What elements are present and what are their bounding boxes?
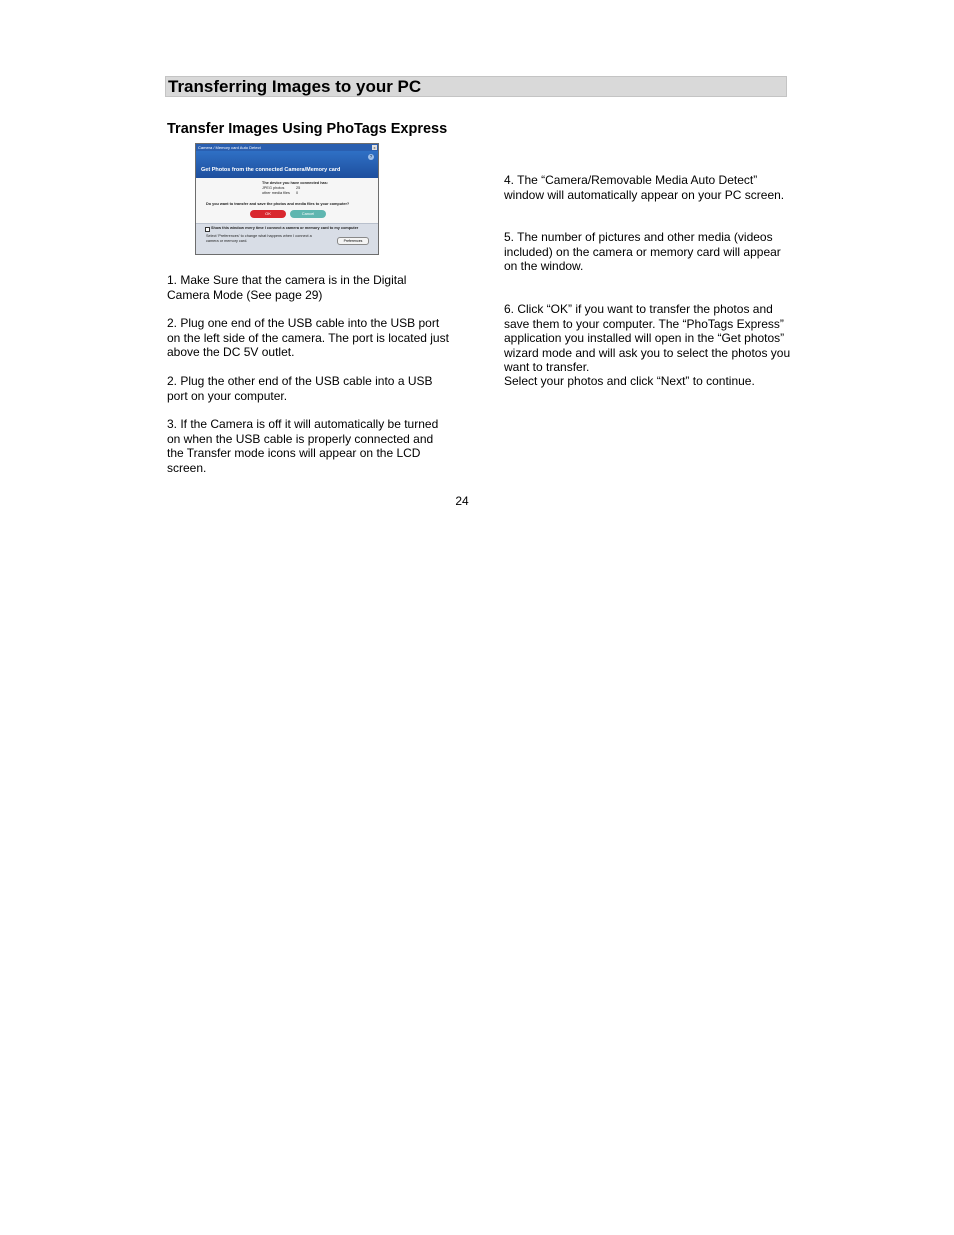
preferences-button: Preferences bbox=[337, 237, 369, 245]
ok-button: OK bbox=[250, 210, 286, 218]
prefs-hint-line1: Select 'Preferences' to change what happens when I connect a bbox=[206, 234, 312, 238]
step-3: 3. If the Camera is off it will automatically be turned on when the USB cable is properly connected and the Transfer mode icons will appear on the LCD screen. bbox=[167, 417, 439, 475]
step-5: 5. The number of pictures and other media (videos included) on the camera or memory card will appear on the window. bbox=[504, 230, 781, 273]
step-2b: 2. Plug the other end of the USB cable into a USB port on your computer. bbox=[167, 374, 433, 403]
help-icon: ? bbox=[369, 154, 373, 159]
window-title: Camera / Memory card Auto Detect bbox=[198, 145, 261, 150]
auto-detect-window-screenshot bbox=[195, 143, 379, 255]
other-count: 0 bbox=[296, 190, 299, 195]
step-1: 1. Make Sure that the camera is in the Digital Camera Mode (See page 29) bbox=[167, 273, 407, 302]
jpeg-count: 25 bbox=[296, 186, 301, 190]
cancel-button: Cancel bbox=[290, 210, 326, 218]
jpeg-label: JPEG photos bbox=[262, 186, 285, 190]
step-2: 2. Plug one end of the USB cable into the USB port on the left side of the camera. The port is located just above the DC 5V outlet. bbox=[167, 316, 449, 359]
window-footer bbox=[196, 223, 378, 254]
prefs-hint-line2: camera or memory card. bbox=[206, 238, 248, 243]
banner-text: Get Photos from the connected Camera/Memory card bbox=[201, 167, 341, 173]
device-intro: The device you have connected has: bbox=[262, 181, 329, 185]
page-number: 24 bbox=[455, 494, 469, 508]
close-icon: x bbox=[373, 145, 376, 150]
show-window-text: Show this window every time I connect a camera or memory card to my computer bbox=[211, 226, 359, 230]
window-banner bbox=[196, 151, 378, 178]
window-titlebar bbox=[196, 144, 378, 151]
step-6: 6. Click “OK” if you want to transfer the photos and save them to your computer. The “PhoTags Express” application you installed will open in the “Get photos” wizard mode and will ask you to select the photos you want to transfer. bbox=[504, 302, 791, 374]
section-title: Transferring Images to your PC bbox=[168, 77, 422, 96]
subsection-title: Transfer Images Using PhoTags Express bbox=[167, 121, 448, 137]
step-6-continue: Select your photos and click “Next” to continue. bbox=[504, 374, 755, 388]
other-label: other media files bbox=[262, 190, 290, 195]
show-window-checkbox bbox=[205, 227, 210, 232]
section-title-bar bbox=[165, 76, 787, 97]
step-4: 4. The “Camera/Removable Media Auto Detect” window will automatically appear on your PC screen. bbox=[504, 173, 785, 202]
transfer-question: Do you want to transfer and save the photos and media files to your computer? bbox=[206, 202, 350, 206]
